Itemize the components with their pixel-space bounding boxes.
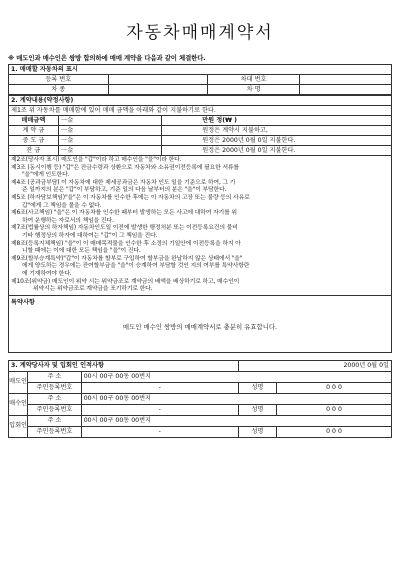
- price-unit: 만원 정(₩ ): [162, 116, 392, 126]
- buyer-name: 0 0 0: [277, 404, 392, 415]
- deposit-label: 계 약 금: [9, 126, 59, 136]
- witness-name-label: 성명: [238, 426, 276, 437]
- section2-heading: 2. 계약내용(약정사항): [9, 96, 392, 106]
- chassis-no-value: [300, 75, 392, 85]
- interim-note: 원정은 2000년 0월 0일 지불한다.: [162, 136, 392, 146]
- clause-7: 제7조(법률상의 하자책임) 자동차인도일 이전에 발생한 행정처분 또는 이전등록요건의 불비 기타 행정상의 하자에 대하여는 "갑"이 그 책임을 진다.: [11, 225, 238, 239]
- intro-text: ※ 매도인과 매수인은 쌍방 합의하에 매매 계약을 다음과 같이 체결한다.: [8, 54, 206, 62]
- seller-address-label: 주 소: [28, 371, 82, 382]
- clauses-box: [8, 156, 392, 296]
- vehicle-table: [8, 64, 392, 95]
- terms-table: [8, 95, 392, 156]
- seller-role: 매도인: [9, 371, 28, 393]
- clause-8: 제8조(등록지체책임) "을"이 이 매매목적물을 인수한 후 소정의 기일안에 이전등록을 하지 아 니할 때에는 이에 대한 모든 책임을 "을"이 진다.: [11, 240, 241, 255]
- article-1: 제1조 위 자동차를 매매함에 있어 매매 금액을 아래와 같이 지불하기로 한다.: [9, 106, 392, 116]
- clause-3: 제3조 (동시이행 등) "갑"은 잔금수령과 상환으로 자동차와 소유권이전등록에 필요한 서류를 "을"에게 인도한다.: [11, 164, 239, 179]
- car-name-value: [300, 85, 392, 95]
- witness-role: 입회인: [9, 415, 28, 437]
- special-terms-body: 매도인 매수인 쌍방의 매매계약서로 충분히 유효합니다.: [122, 322, 278, 331]
- parties-table: [8, 360, 392, 438]
- clause-2: 제2조(당사자 표시) 매도인을 "갑"이라 하고 매수인을 "을"이라 한다.: [11, 157, 182, 163]
- witness-id: -: [81, 426, 238, 437]
- reg-no-label: 등록 번호: [9, 75, 109, 85]
- witness-address: 00시 00구 00동 00번지: [81, 415, 391, 426]
- document-title: 자동차매매계약서: [126, 23, 274, 43]
- section1-heading: 1. 매매할 자동차의 표시: [9, 65, 392, 75]
- clause-10: 제10조(위약금) 매도인이 위약 시는 위약금조로 계약금의 배액을 배상하기로 하고, 매수인이 위약시는 위약금조로 계약금을 포기하기로 한다.: [11, 278, 240, 293]
- buyer-address-label: 주 소: [28, 393, 82, 404]
- special-terms-heading: 특약사항: [11, 298, 35, 306]
- car-type-label: 차 종: [9, 85, 109, 95]
- buyer-role: 매수인: [9, 393, 28, 415]
- interim-label: 중 도 금: [9, 136, 59, 146]
- seller-name: 0 0 0: [277, 382, 392, 393]
- clause-4: 제4조 (공과금부담) 이 자동차에 대한 제세공과금은 자동차 인도 일을 기준으로 하여, 그 기 준 일까지의 분은 "갑"이 부담하고, 기준 일의 다음 날부터의 분은 "을"이 부담한다.: [11, 179, 236, 194]
- deposit-value: 一金: [58, 126, 161, 136]
- balance-note: 원정은 2000년 0월 0일 지불한다.: [162, 146, 392, 156]
- buyer-id-label: 주민등록번호: [28, 404, 82, 415]
- balance-value: 一金: [58, 146, 161, 156]
- balance-label: 잔 금: [9, 146, 59, 156]
- contract-date: 2000년 0월 0일: [238, 360, 391, 371]
- price-value: 一金: [58, 116, 161, 126]
- interim-value: 一金: [58, 136, 161, 146]
- chassis-no-label: 차대 번호: [208, 75, 300, 85]
- car-name-label: 차 명: [208, 85, 300, 95]
- witness-address-label: 주 소: [28, 415, 82, 426]
- contract-page: [8, 6, 392, 438]
- witness-name: 0 0 0: [277, 426, 392, 437]
- buyer-id: -: [81, 404, 238, 415]
- witness-id-label: 주민등록번호: [28, 426, 82, 437]
- price-label: 매매금액: [9, 116, 59, 126]
- car-type-value: [108, 85, 208, 95]
- buyer-name-label: 성명: [238, 404, 276, 415]
- reg-no-value: [108, 75, 208, 85]
- seller-id-label: 주민등록번호: [28, 382, 82, 393]
- buyer-address: 00시 00구 00동 00번지: [81, 393, 391, 404]
- clause-6: 제6조(사고책임) "을"은 이 자동차를 인수한 때부터 발생하는 모든 사고에 대하여 자기를 위 하여 운행하는 자로서의 책임을 진다.: [11, 210, 237, 224]
- deposit-note: 원정은 계약시 지불하고,: [162, 126, 392, 136]
- seller-id: -: [81, 382, 238, 393]
- seller-name-label: 성명: [238, 382, 276, 393]
- section3-heading: 3. 계약당사자 및 입회인 인적사항: [9, 360, 239, 371]
- clause-5: 제5조 (하자담보책임)"을"은 이 자동차를 인수한 후에는 이 자동차의 고장 또는 불량 등의 사유로 갑"에게 그 책임을 물을 수 없다.: [11, 194, 250, 209]
- clause-9: 제9조(할부승계특약)"갑"이 자동차를 할부로 구입하여 할부금을 완납하지 않은 상태에서 "을" 에게 양도하는 경우에는 잔여할부금을 "을"이 승계하여 부담할 것인 지의 여부를 특약사항란 에 기재하여야 한다.: [11, 255, 250, 277]
- special-terms-box: [8, 296, 392, 353]
- seller-address: 00시 00구 00동 00번지: [81, 371, 391, 382]
